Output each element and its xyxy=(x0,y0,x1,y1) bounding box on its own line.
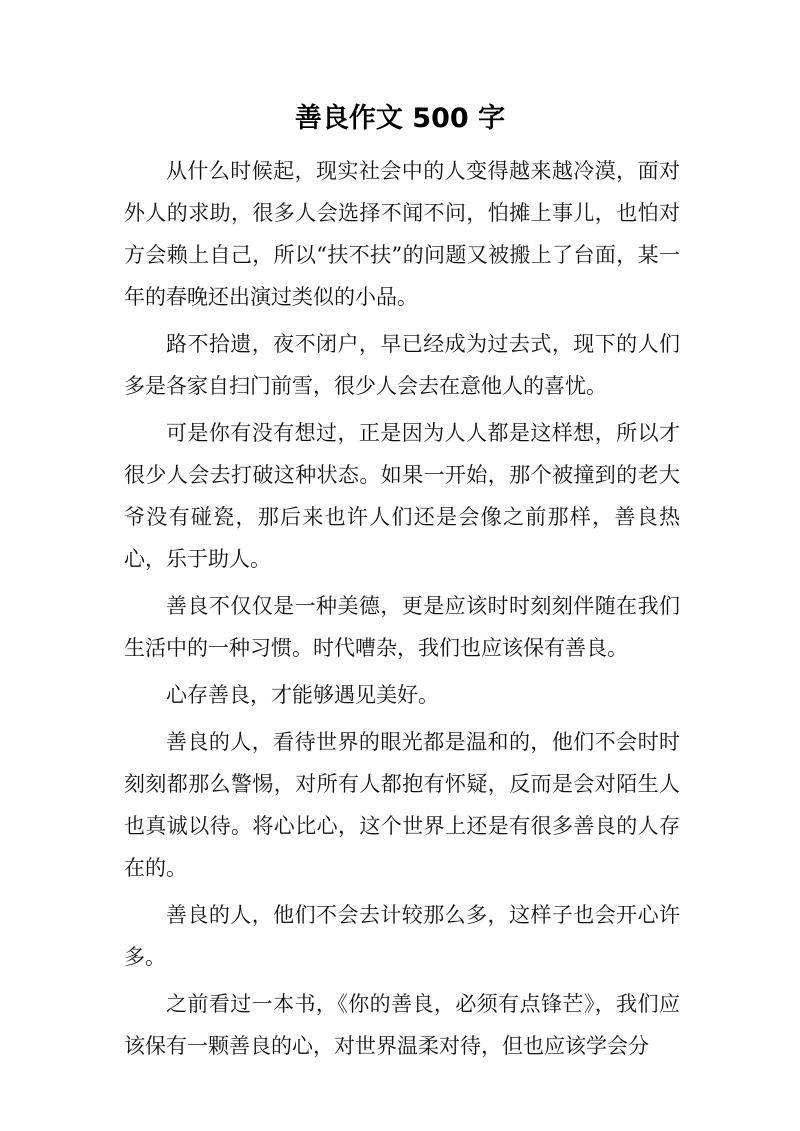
paragraph-1: 从什么时候起，现实社会中的人变得越来越冷漠，面对外人的求助，很多人会选择不闻不问，怕摊上事儿，也怕对方会赖上自己，所以“扶不扶”的问题又被搬上了台面，某一年的春晚还出演过类似的小品。 xyxy=(124,159,680,309)
paragraph-7: 善良的人，他们不会去计较那么多，这样子也会开心许多。 xyxy=(124,903,680,969)
paragraph-2: 路不拾遗，夜不闭户，早已经成为过去式，现下的人们多是各家自扫门前雪，很少人会去在意他人的喜忧。 xyxy=(124,332,680,398)
paragraph-8: 之前看过一本书，《你的善良，必须有点锋芒》，我们应该保有一颗善良的心，对世界温柔对待，但也应该学会分 xyxy=(124,992,680,1058)
paragraph-4: 善良不仅仅是一种美德，更是应该时时刻刻伴随在我们生活中的一种习惯。时代嘈杂，我们也应该保有善良。 xyxy=(124,594,680,660)
paragraph-6: 善良的人，看待世界的眼光都是温和的，他们不会时时刻刻都那么警惕，对所有人都抱有怀疑，反而是会对陌生人也真诚以待。将心比心，这个世界上还是有很多善良的人存在的。 xyxy=(124,730,680,880)
paragraph-3: 可是你有没有想过，正是因为人人都是这样想，所以才很少人会去打破这种状态。如果一开始，那个被撞到的老大爷没有碰瓷，那后来也许人们还是会像之前那样，善良热心，乐于助人。 xyxy=(124,421,680,571)
document-title: 善良作文 500 字 xyxy=(294,103,506,134)
paragraph-5: 心存善良，才能够遇见美好。 xyxy=(166,683,439,707)
document-body xyxy=(124,150,680,1072)
